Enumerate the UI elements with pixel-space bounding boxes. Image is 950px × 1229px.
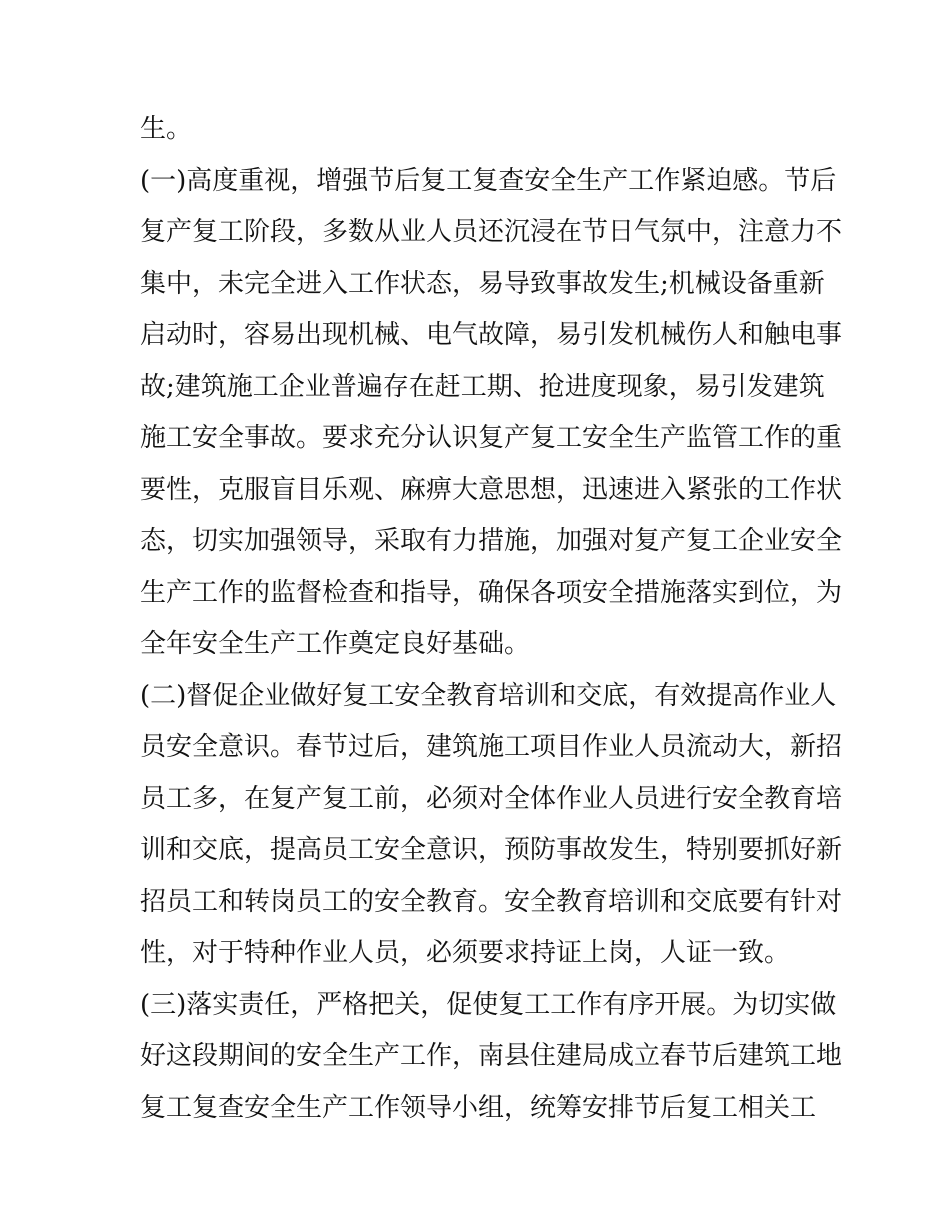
text-line: 好这段期间的安全生产工作，南县住建局成立春节后建筑工地 <box>140 1041 843 1071</box>
text-line: 态，切实加强领导，采取有力措施，加强对复产复工企业安全 <box>140 526 843 556</box>
text-line: 要性，克服盲目乐观、麻痹大意思想，迅速进入紧张的工作状 <box>140 474 843 505</box>
text-line: 员安全意识。春节过后，建筑施工项目作业人员流动大，新招 <box>140 732 843 762</box>
document-page <box>140 104 843 1134</box>
text-line: (三)落实责任，严格把关，促使复工工作有序开展。为切实做 <box>140 989 837 1020</box>
text-line: 招员工和转岗员工的安全教育。安全教育培训和交底要有针对 <box>140 886 843 917</box>
text-line: (二)督促企业做好复工安全教育培训和交底，有效提高作业人 <box>140 680 837 711</box>
text-line: 故;建筑施工企业普遍存在赶工期、抢进度现象，易引发建筑 <box>140 371 825 402</box>
text-line: (一)高度重视，增强节后复工复查安全生产工作紧迫感。节后 <box>140 165 837 196</box>
text-line: 全年安全生产工作奠定良好基础。 <box>140 629 531 659</box>
text-line: 启动时，容易出现机械、电气故障，易引发机械伤人和触电事 <box>140 320 843 350</box>
text-line: 训和交底，提高员工安全意识，预防事故发生，特别要抓好新 <box>140 835 843 865</box>
text-line: 生。 <box>140 114 193 144</box>
text-line: 集中，未完全进入工作状态，易导致事故发生;机械设备重新 <box>140 268 825 299</box>
text-line: 复工复查安全生产工作领导小组，统筹安排节后复工相关工 <box>140 1092 817 1123</box>
text-line: 性，对于特种作业人员，必须要求持证上岗，人证一致。 <box>140 938 791 968</box>
text-line: 员工多，在复产复工前，必须对全体作业人员进行安全教育培 <box>140 783 843 814</box>
text-line: 复产复工阶段，多数从业人员还沉浸在节日气氛中，注意力不 <box>140 217 843 247</box>
text-line: 施工安全事故。要求充分认识复产复工安全生产监管工作的重 <box>140 423 843 453</box>
text-line: 生产工作的监督检查和指导，确保各项安全措施落实到位，为 <box>140 577 843 608</box>
